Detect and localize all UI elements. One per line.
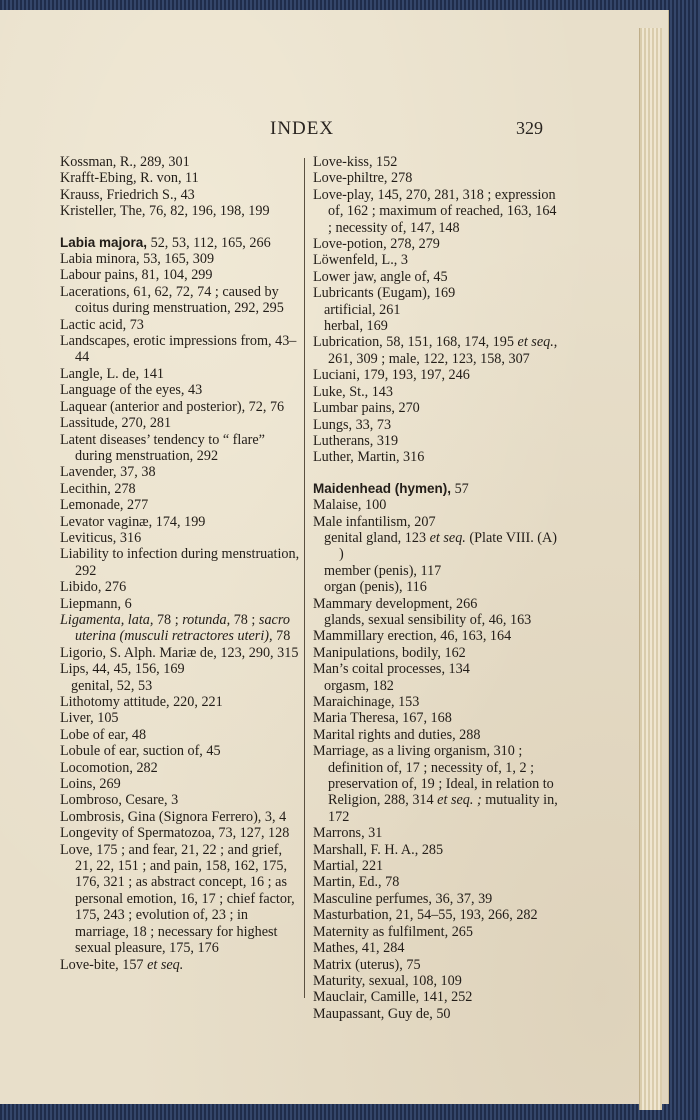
- index-entry: Mammillary erection, 46, 163, 164: [313, 628, 512, 645]
- index-entry: Lavender, 37, 38: [60, 464, 156, 481]
- index-entry: Language of the eyes, 43: [60, 382, 203, 399]
- index-entry: Malaise, 100: [313, 497, 387, 514]
- index-italic: et seq.: [147, 956, 184, 973]
- index-entry: Lips, 44, 45, 156, 169: [60, 661, 185, 678]
- index-entry: [313, 334, 563, 367]
- index-entry: Maria Theresa, 167, 168: [313, 710, 452, 727]
- index-entry: Lungs, 33, 73: [313, 416, 392, 433]
- index-subentry: herbal, 169: [324, 318, 388, 335]
- index-entry: [60, 235, 300, 251]
- index-entry: [60, 612, 300, 645]
- index-entry: Langle, L. de, 141: [60, 365, 165, 382]
- index-entry: Lobule of ear, suction of, 45: [60, 743, 221, 760]
- index-entry: Latent diseases’ tendency to “ flare” during menstruation, 292: [60, 431, 265, 464]
- index-pages: , 261, 309 ; male, 122, 123, 158, 307: [328, 334, 558, 367]
- index-entry: Leviticus, 316: [60, 529, 142, 546]
- index-entry: Lower jaw, angle of, 45: [313, 268, 448, 285]
- index-entry: Locomotion, 282: [60, 759, 158, 776]
- index-entry: Love-play, 145, 270, 281, 318 ; expression of, 162 ; maximum of reached, 163, 164 ; necessity of, 147, 148: [313, 186, 557, 236]
- index-subentry: [313, 530, 563, 563]
- index-pages: 78 ;: [153, 611, 183, 628]
- index-entry: Laquear (anterior and posterior), 72, 76: [60, 398, 285, 415]
- index-entry: Luther, Martin, 316: [313, 449, 425, 466]
- index-entry: Libido, 276: [60, 579, 127, 596]
- index-entry: Maternity as fulfilment, 265: [313, 923, 473, 940]
- index-pages: mutuality in, 172: [328, 792, 558, 825]
- index-entry: [313, 743, 563, 825]
- column-divider: [304, 158, 305, 998]
- index-pages: 52, 53, 112, 165, 266: [147, 234, 271, 251]
- index-pages: Marriage, as a living organism, 310 ; definition of, 17 ; necessity of, 1, 2 ; preservation of, 19 ; Ideal, in relation to Religion, 288, 314: [313, 743, 554, 809]
- index-entry: Lombroso, Cesare, 3: [60, 792, 179, 809]
- index-entry: Lumbar pains, 270: [313, 400, 420, 417]
- index-entry: Krauss, Friedrich S., 43: [60, 186, 195, 203]
- index-entry: Martin, Ed., 78: [313, 874, 400, 891]
- index-entry: Lutherans, 319: [313, 432, 399, 449]
- index-entry: Masturbation, 21, 54–55, 193, 266, 282: [313, 907, 538, 924]
- index-entry: Mammary development, 266: [313, 595, 478, 612]
- index-entry: [313, 481, 563, 497]
- index-pages: 78 ;: [230, 611, 259, 628]
- index-italic: et seq.: [429, 529, 466, 546]
- index-entry: Man’s coital processes, 134: [313, 661, 470, 678]
- index-entry: Maturity, sexual, 108, 109: [313, 972, 462, 989]
- index-entry: Masculine perfumes, 36, 37, 39: [313, 890, 493, 907]
- index-entry: Marrons, 31: [313, 825, 383, 842]
- index-entry: Marital rights and duties, 288: [313, 726, 481, 743]
- index-entry: Mathes, 41, 284: [313, 940, 405, 957]
- running-title: INDEX: [270, 118, 335, 139]
- index-entry: [60, 957, 300, 973]
- index-subentry: glands, sexual sensibility of, 46, 163: [324, 611, 532, 628]
- index-entry: Matrix (uterus), 75: [313, 956, 421, 973]
- index-entry: Landscapes, erotic impressions from, 43–44: [60, 333, 297, 366]
- index-entry: Manipulations, bodily, 162: [313, 644, 466, 661]
- index-entry: Love, 175 ; and fear, 21, 22 ; and grief, 21, 22, 151 ; and pain, 158, 162, 175, 176, 321 ; as abstract concept, 16 ; as personal emotion, 16, 17 ; chief factor, 175, 243 ; evolution of, 23 ; in marriage, 18 ; necessary for highest sexual pleasure, 175, 176: [60, 841, 295, 957]
- index-subentry: orgasm, 182: [324, 677, 394, 694]
- index-entry: Lactic acid, 73: [60, 316, 144, 333]
- index-entry: Kristeller, The, 76, 82, 196, 198, 199: [60, 203, 270, 220]
- index-entry: Liver, 105: [60, 710, 119, 727]
- index-pages: genital gland, 123: [324, 529, 430, 546]
- index-entry: Kossman, R., 289, 301: [60, 154, 190, 170]
- index-entry: Lithotomy attitude, 220, 221: [60, 694, 223, 710]
- index-entry: Love-philtre, 278: [313, 170, 413, 187]
- index-italic: et seq. ;: [437, 792, 482, 809]
- index-entry: Lombrosis, Gina (Signora Ferrero), 3, 4: [60, 808, 287, 825]
- index-italic: et seq.: [517, 334, 554, 351]
- index-subentry: genital, 52, 53: [71, 677, 153, 694]
- index-subentry: member (penis), 117: [324, 562, 442, 579]
- index-entry: Love-kiss, 152: [313, 154, 398, 170]
- index-entry: Ligorio, S. Alph. Mariæ de, 123, 290, 315: [60, 644, 299, 661]
- index-entry: Labia minora, 53, 165, 309: [60, 251, 215, 268]
- index-entry: Luke, St., 143: [313, 383, 393, 400]
- index-entry: Male infantilism, 207: [313, 513, 436, 530]
- index-entry: Luciani, 179, 193, 197, 246: [313, 367, 470, 384]
- index-pages: 57: [451, 480, 469, 497]
- index-italic: rotunda,: [182, 611, 231, 628]
- page-header: [0, 118, 640, 142]
- index-entry: Liepmann, 6: [60, 595, 132, 612]
- index-entry: Loins, 269: [60, 776, 121, 793]
- index-subentry: organ (penis), 116: [324, 579, 427, 596]
- index-entry: Longevity of Spermatozoa, 73, 127, 128: [60, 825, 290, 842]
- index-column-left: [60, 154, 300, 973]
- index-entry: Maraichinage, 153: [313, 694, 420, 710]
- index-entry: Martial, 221: [313, 858, 384, 875]
- index-entry: Lemonade, 277: [60, 497, 149, 514]
- index-pages: (Plate VIII. (A) ): [339, 529, 557, 563]
- page-edges: [639, 28, 662, 1110]
- index-column-right: [313, 154, 563, 1022]
- index-entry: Liability to infection during menstruation, 292: [60, 546, 300, 579]
- index-entry: Marshall, F. H. A., 285: [313, 841, 444, 858]
- index-pages: 78: [272, 628, 291, 645]
- index-pages: Lubrication, 58, 151, 168, 174, 195: [313, 334, 518, 351]
- index-entry: Krafft-Ebing, R. von, 11: [60, 170, 199, 187]
- index-entry: Mauclair, Camille, 141, 252: [313, 989, 473, 1006]
- index-entry: Lubricants (Eugam), 169: [313, 285, 456, 302]
- index-entry: Labour pains, 81, 104, 299: [60, 267, 213, 284]
- index-entry: Löwenfeld, L., 3: [313, 252, 408, 269]
- index-entry: Love-potion, 278, 279: [313, 236, 440, 253]
- index-italic: Ligamenta, lata,: [60, 611, 154, 628]
- index-heading: Maidenhead (hymen),: [313, 480, 452, 496]
- index-entry: Lacerations, 61, 62, 72, 74 ; caused by coitus during menstruation, 292, 295: [60, 283, 284, 317]
- index-entry: Lassitude, 270, 281: [60, 415, 172, 432]
- index-entry: Lecithin, 278: [60, 480, 136, 497]
- index-entry: Levator vaginæ, 174, 199: [60, 513, 206, 530]
- index-entry: Lobe of ear, 48: [60, 726, 147, 743]
- index-pages: Love-bite, 157: [60, 956, 148, 973]
- index-italic: sacro uterina (musculi retractores uteri),: [75, 611, 290, 645]
- index-entry: Maupassant, Guy de, 50: [313, 1005, 451, 1022]
- index-subentry: artificial, 261: [324, 301, 401, 318]
- book-page: [0, 10, 669, 1104]
- page-number: 329: [516, 118, 543, 138]
- index-heading: Labia majora,: [60, 234, 148, 250]
